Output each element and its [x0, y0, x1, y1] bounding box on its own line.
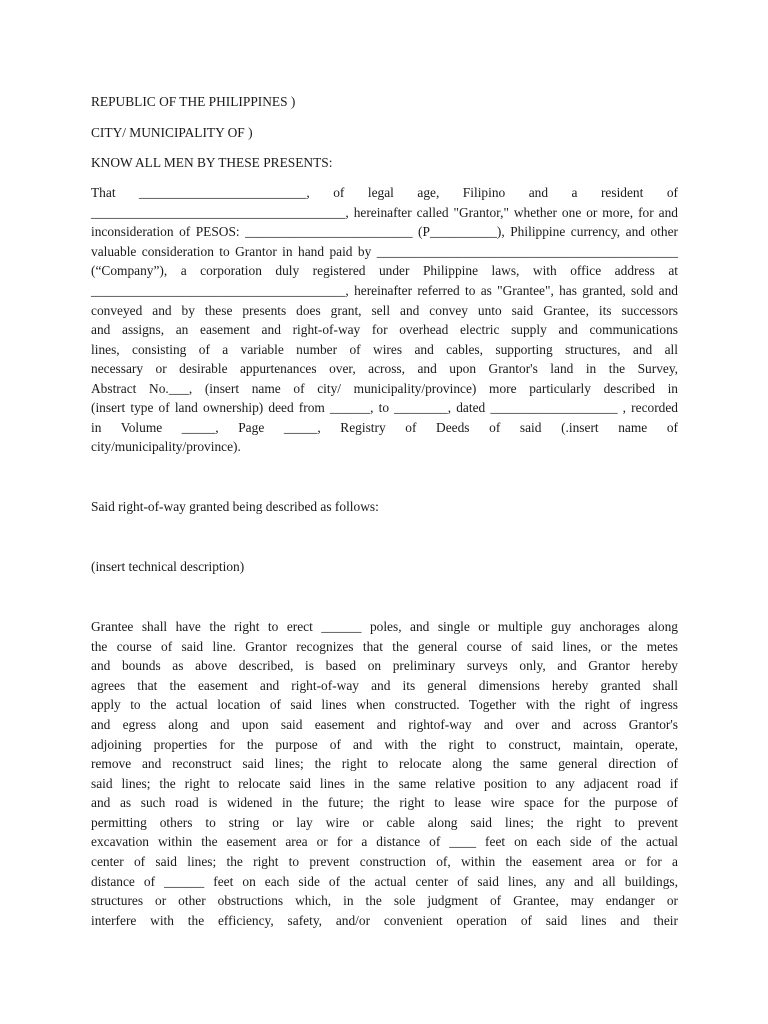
- paragraph-line: apply to the actual location of said lines when constructed. Together with the right of ingress: [91, 697, 678, 712]
- right-of-way-intro: Said right-of-way granted being described as follows:: [91, 499, 379, 514]
- paragraph-line: and as such road is widened in the future; the right to lease wire space for the purpose of: [91, 795, 678, 810]
- paragraph-line: necessary or desirable appurtenances over, across, and upon Grantor's land in the Survey,: [91, 361, 678, 376]
- paragraph-line: excavation within the easement area or for a distance of ____ feet on each side of the actual: [91, 834, 678, 849]
- paragraph-line: (insert type of land ownership) deed from ______, to ________, dated ___________________ , recorded: [91, 400, 678, 415]
- paragraph-line: and egress along and upon said easement and rightof-way and over and across Grantor's: [91, 717, 678, 732]
- paragraph-line: interfere with the efficiency, safety, and/or convenient operation of said lines and their: [91, 913, 678, 928]
- paragraph-line: city/municipality/province).: [91, 439, 241, 454]
- paragraph-line: said lines; the right to relocate said lines in the same relative position to any adjacent road if: [91, 776, 678, 791]
- heading-city: CITY/ MUNICIPALITY OF ): [91, 125, 253, 140]
- paragraph-line: and bounds as above described, is based on preliminary surveys only, and Grantor hereby: [91, 658, 678, 673]
- paragraph-line: center of said lines; the right to prevent construction of, within the easement area or for a: [91, 854, 678, 869]
- paragraph-line: lines, consisting of a variable number of wires and cables, supporting structures, and all: [91, 342, 678, 357]
- paragraph-line: That _________________________, of legal age, Filipino and a resident of: [91, 185, 678, 200]
- paragraph-line: in Volume _____, Page _____, Registry of Deeds of said (.insert name of: [91, 420, 678, 435]
- paragraph-line: permitting others to string or lay wire or cable along said lines; the right to prevent: [91, 815, 678, 830]
- technical-description-placeholder: (insert technical description): [91, 559, 245, 574]
- paragraph-line: structures or other obstructions which, in the sole judgment of Grantee, may endanger or: [91, 893, 678, 908]
- paragraph-line: ______________________________________, hereinafter called "Grantor," whether one or more, for and: [91, 205, 678, 220]
- heading-republic: REPUBLIC OF THE PHILIPPINES ): [91, 94, 296, 109]
- heading-know-all: KNOW ALL MEN BY THESE PRESENTS:: [91, 155, 333, 170]
- paragraph-line: Grantee shall have the right to erect ______ poles, and single or multiple guy anchorages along: [91, 619, 678, 634]
- paragraph-line: remove and reconstruct said lines; the right to relocate along the same general direction of: [91, 756, 678, 771]
- paragraph-line: ______________________________________, hereinafter referred to as "Grantee", has granted, sold and: [91, 283, 678, 298]
- paragraph-line: valuable consideration to Grantor in hand paid by _____________________________________________: [91, 244, 678, 259]
- paragraph-line: inconsideration of PESOS: _________________________ (P__________), Philippine currency, and other: [91, 224, 678, 239]
- paragraph-line: conveyed and by these presents does grant, sell and convey unto said Grantee, its successors: [91, 303, 678, 318]
- paragraph-line: agrees that the easement and right-of-way and its general dimensions hereby granted shall: [91, 678, 678, 693]
- paragraph-line: and assigns, an easement and right-of-way for overhead electric supply and communications: [91, 322, 678, 337]
- paragraph-line: distance of ______ feet on each side of the actual center of said lines, any and all buildings,: [91, 874, 678, 889]
- paragraph-line: adjoining properties for the purpose of and with the right to construct, maintain, operate,: [91, 737, 678, 752]
- paragraph-line: (“Company”), a corporation duly registered under Philippine laws, with office address at: [91, 263, 678, 278]
- paragraph-line: Abstract No.___, (insert name of city/ municipality/province) more particularly described in: [91, 381, 678, 396]
- paragraph-line: the course of said line. Grantor recognizes that the general course of said lines, or the metes: [91, 639, 678, 654]
